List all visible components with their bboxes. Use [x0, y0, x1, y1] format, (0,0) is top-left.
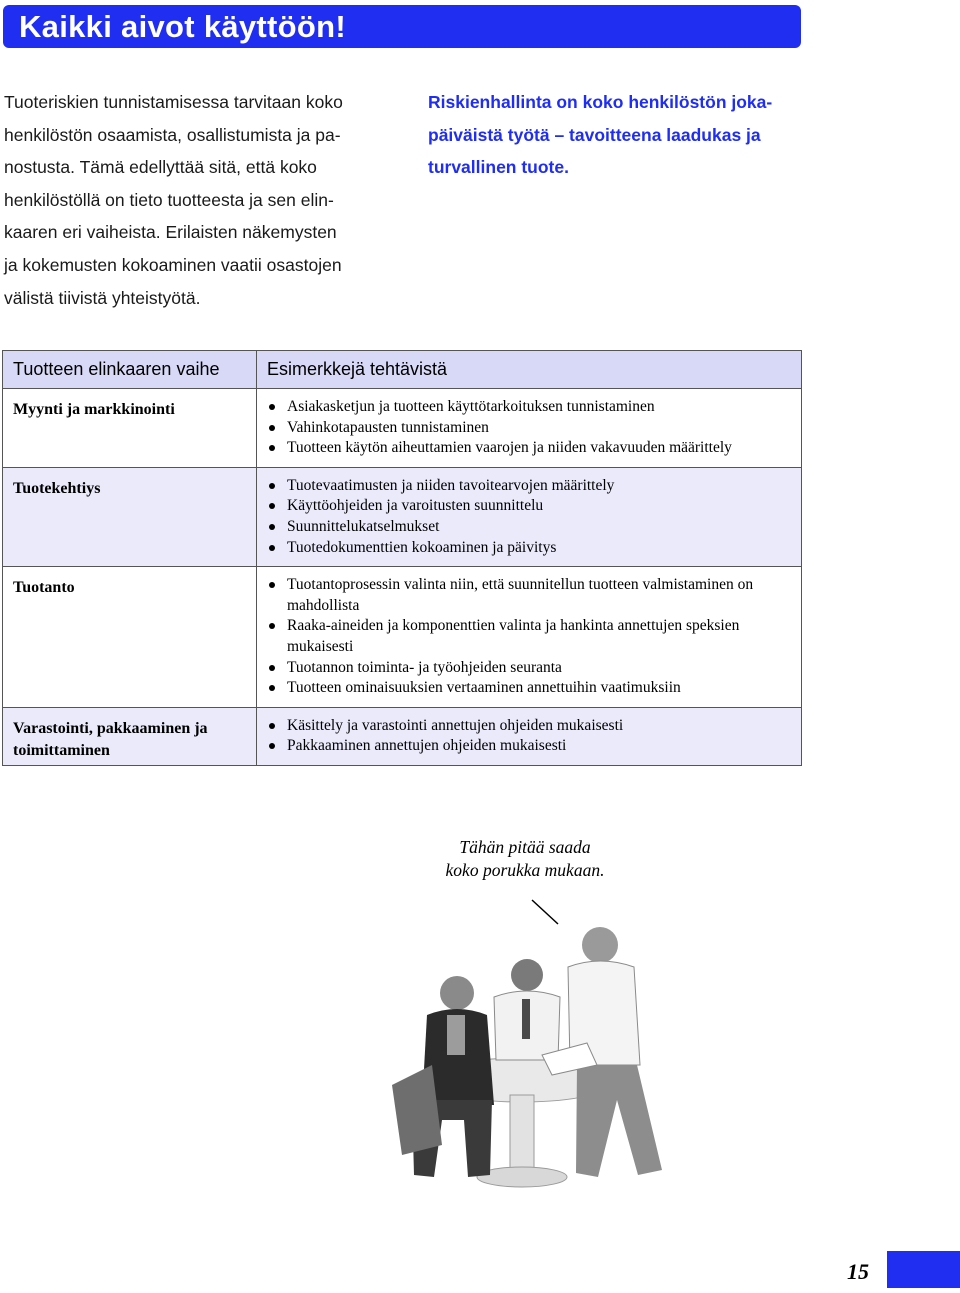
bullet-icon [269, 685, 275, 691]
highlight-line: turvallinen tuote. [428, 157, 569, 178]
list-item: Suunnittelukatselmukset [267, 517, 797, 538]
table-row [3, 707, 802, 765]
lifecycle-table [2, 350, 802, 766]
bullet-icon [269, 503, 275, 509]
list-item: Käsittely ja varastointi annettujen ohjeiden mukaisesti [267, 716, 797, 737]
speech-caption [420, 836, 630, 882]
highlight-line: päiväistä työtä – tavoitteena laadukas ja [428, 124, 761, 145]
phase-cell: Varastointi, pakkaaminen ja toimittaminen [3, 707, 257, 765]
list-item: Tuotedokumenttien kokoaminen ja päivitys [267, 538, 797, 559]
title-banner [3, 5, 801, 48]
phase-cell: Tuotanto [3, 567, 257, 708]
bullet-icon [269, 582, 275, 588]
table-header-row [3, 351, 802, 389]
list-item: Tuotannon toiminta- ja työohjeiden seuranta [267, 658, 797, 679]
bullet-icon [269, 524, 275, 530]
list-item: Tuotantoprosessin valinta niin, että suunnitellun tuotteen valmistaminen on mahdollista [267, 575, 797, 616]
intro-line: Tuoteriskien tunnistamisessa tarvitaan koko [4, 92, 343, 112]
list-item: Raaka-aineiden ja komponenttien valinta ja hankinta annettujen speksien mukaisesti [267, 616, 797, 657]
team-meeting-illustration [372, 915, 672, 1215]
bullet-icon [269, 743, 275, 749]
list-item: Tuotteen käytön aiheuttamien vaarojen ja niiden vakavuuden määrittely [267, 438, 797, 459]
list-item: Käyttöohjeiden ja varoitusten suunnittelu [267, 496, 797, 517]
phase-cell: Tuotekehtiys [3, 467, 257, 566]
bullet-icon [269, 404, 275, 410]
page-number: 15 [847, 1259, 869, 1284]
speech-line: koko porukka mukaan. [445, 860, 605, 880]
table-row [3, 467, 802, 566]
bullet-icon [269, 425, 275, 431]
list-item: Tuotevaatimusten ja niiden tavoitearvojen määrittely [267, 476, 797, 497]
highlight-paragraph [428, 86, 808, 184]
page-title: Kaikki aivot käyttöön! [19, 9, 347, 44]
column-header-phase: Tuotteen elinkaaren vaihe [3, 351, 257, 389]
examples-cell [257, 467, 802, 566]
intro-line: kaaren eri vaiheista. Erilaisten näkemysten [4, 222, 337, 243]
bullet-icon [269, 665, 275, 671]
list-item: Vahinkotapausten tunnistaminen [267, 418, 797, 439]
intro-line: ja kokemusten kokoaminen vaatii osastojen [4, 254, 342, 275]
bullet-icon [269, 623, 275, 629]
phase-cell: Myynti ja markkinointi [3, 389, 257, 468]
examples-cell [257, 389, 802, 468]
intro-line: nostusta. Tämä edellyttää sitä, että koko [4, 157, 317, 178]
intro-paragraph [4, 86, 389, 314]
bullet-icon [269, 545, 275, 551]
bullet-icon [269, 483, 275, 489]
bullet-icon [269, 445, 275, 451]
table-row [3, 567, 802, 708]
examples-cell [257, 707, 802, 765]
intro-line: henkilöstön osaamista, osallistumista ja pa- [4, 124, 341, 145]
intro-line: henkilöstöllä on tieto tuotteesta ja sen elin- [4, 189, 334, 210]
column-header-examples: Esimerkkejä tehtävistä [257, 351, 802, 389]
intro-line: välistä tiivistä yhteistyötä. [4, 287, 201, 308]
table-row [3, 389, 802, 468]
page-tab [887, 1251, 960, 1288]
bullet-icon [269, 723, 275, 729]
list-item: Pakkaaminen annettujen ohjeiden mukaisesti [267, 736, 797, 757]
speech-line: Tähän pitää saada [459, 837, 591, 857]
examples-cell [257, 567, 802, 708]
highlight-line: Riskienhallinta on koko henkilöstön joka- [428, 92, 773, 112]
list-item: Tuotteen ominaisuuksien vertaaminen annettuihin vaatimuksiin [267, 678, 797, 699]
list-item: Asiakasketjun ja tuotteen käyttötarkoituksen tunnistaminen [267, 397, 797, 418]
